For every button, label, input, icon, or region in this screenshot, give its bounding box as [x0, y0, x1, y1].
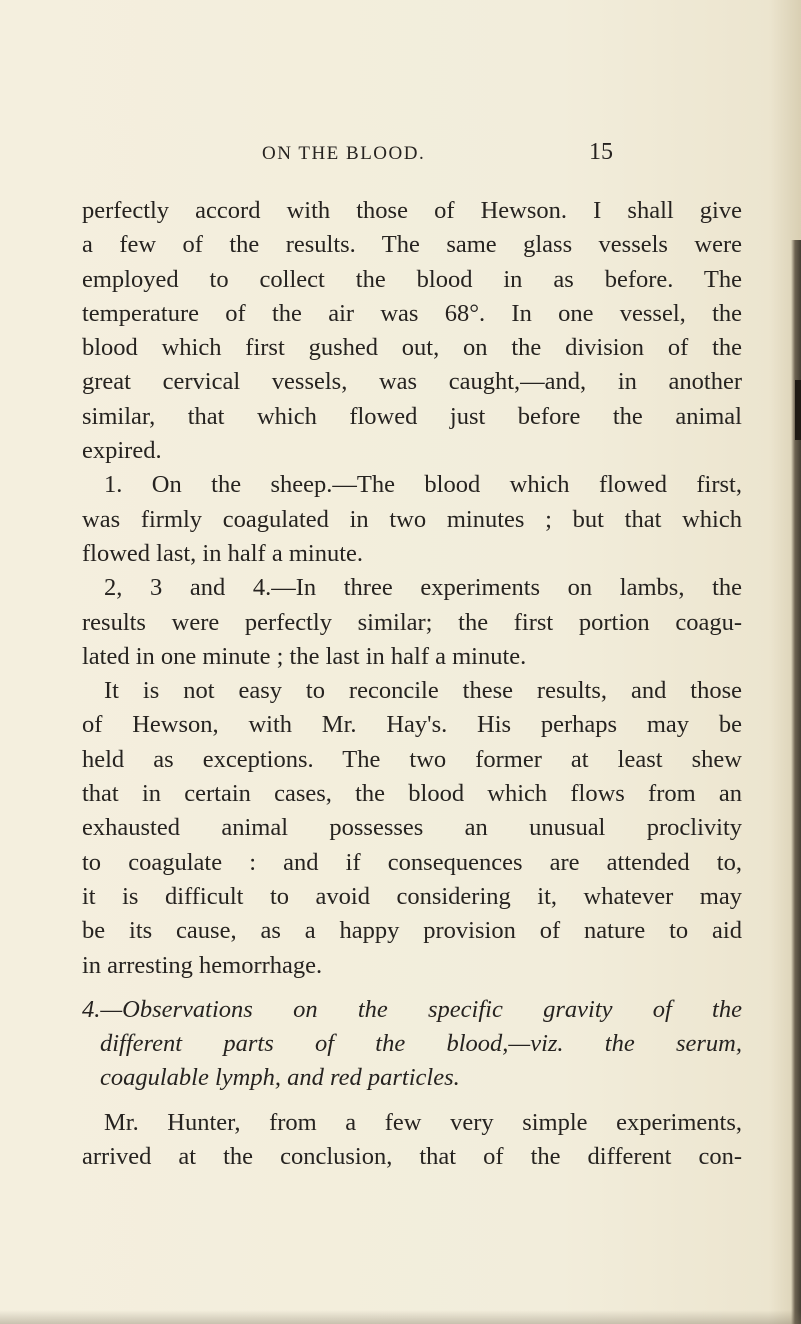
text-line: in arresting hemorrhage.: [82, 951, 323, 979]
text-line: exhausted animal possesses an unusual proclivity: [82, 814, 742, 842]
text-line: similar, that which flowed just before the animal: [82, 402, 742, 430]
text-line: to coagulate : and if consequences are attended to,: [82, 848, 742, 876]
text-line: arrived at the conclusion, that of the different con-: [82, 1143, 742, 1171]
text-line: perfectly accord with those of Hewson. I shall give: [82, 197, 742, 224]
page-edge-dark-mark: [795, 380, 801, 440]
text-line: a few of the results. The same glass vessels were: [82, 231, 742, 259]
heading-line: coagulable lymph, and red particles.: [100, 1064, 460, 1092]
paragraph-3: [82, 571, 742, 674]
text-line: it is difficult to avoid considering it, whatever may: [82, 882, 742, 910]
text-line: be its cause, as a happy provision of nature to aid: [82, 917, 742, 945]
text-line: that in certain cases, the blood which flows from an: [82, 780, 742, 808]
text-line: employed to collect the blood in as before. The: [82, 265, 742, 293]
text-line: Mr. Hunter, from a few very simple experiments,: [104, 1108, 742, 1136]
text-line: results were perfectly similar; the first portion coagu-: [82, 608, 742, 636]
heading-line: 4.—Observations on the specific gravity of the: [82, 995, 742, 1023]
paragraph-4: [82, 674, 742, 983]
running-head: ON THE BLOOD.: [262, 143, 426, 164]
text-line: blood which first gushed out, on the division of the: [82, 334, 742, 362]
paragraph-2: [82, 468, 742, 571]
page-bottom-shadow: [0, 1310, 801, 1324]
text-line: lated in one minute ; the last in half a minute.: [82, 642, 527, 670]
text-line: It is not easy to reconcile these results, and those: [104, 677, 742, 705]
heading-line: different parts of the blood,—viz. the serum,: [100, 1030, 742, 1058]
text-line: held as exceptions. The two former at least shew: [82, 745, 742, 773]
page-number: 15: [589, 139, 613, 165]
text-line: expired.: [82, 437, 162, 465]
paragraph-1: [82, 194, 742, 468]
text-line: 1. On the sheep.—The blood which flowed first,: [104, 471, 742, 499]
paragraph-5: [82, 1106, 742, 1175]
section-heading: [82, 993, 742, 1096]
text-line: 2, 3 and 4.—In three experiments on lambs, the: [104, 574, 742, 602]
text-line: great cervical vessels, was caught,—and, in another: [82, 368, 742, 396]
text-line: of Hewson, with Mr. Hay's. His perhaps may be: [82, 711, 742, 739]
text-line: temperature of the air was 68°. In one vessel, the: [82, 299, 742, 327]
body-text: [82, 194, 742, 1174]
text-line: was firmly coagulated in two minutes ; but that which: [82, 505, 742, 533]
text-line: flowed last, in half a minute.: [82, 539, 363, 567]
